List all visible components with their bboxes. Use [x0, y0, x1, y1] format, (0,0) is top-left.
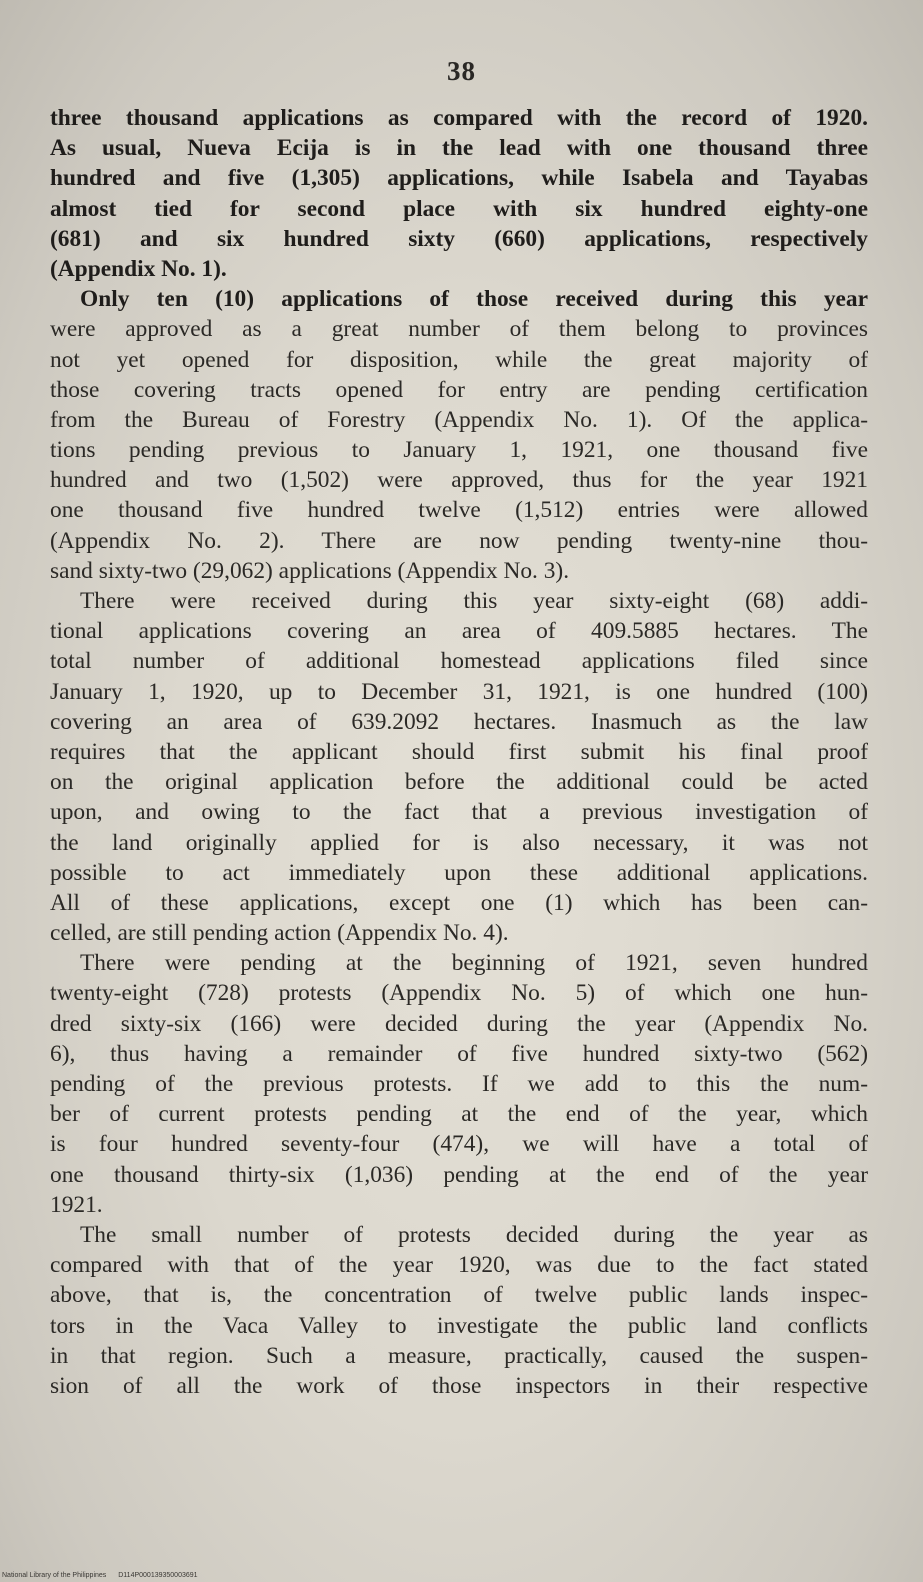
text-line: upon, and owing to the fact that a previous investigation of: [50, 799, 868, 826]
paragraph-3: [50, 586, 868, 948]
text-line: There were received during this year sixty-eight (68) addi-: [80, 588, 868, 614]
text-line: possible to act immediately upon these additional applications.: [50, 859, 868, 886]
text-line: Only ten (10) applications of those received during this year: [80, 286, 868, 313]
text-line: (Appendix No. 1).: [50, 255, 227, 282]
text-line: covering an area of 639.2092 hectares. Inasmuch as the law: [50, 708, 868, 735]
text-line: (Appendix No. 2). There are now pending twenty-nine thou-: [50, 527, 868, 554]
body-text: [50, 103, 868, 1401]
paragraph-1: [50, 103, 868, 284]
text-line: sand sixty-two (29,062) applications (Appendix No. 3).: [50, 557, 570, 584]
text-line: 6), thus having a remainder of five hundred sixty-two (562): [50, 1040, 868, 1067]
text-line: were approved as a great number of them belong to provinces: [50, 316, 868, 343]
text-line: hundred and five (1,305) applications, while Isabela and Tayabas: [50, 165, 868, 192]
text-line: those covering tracts opened for entry are pending certification: [50, 376, 868, 403]
text-line: almost tied for second place with six hundred eighty-one: [50, 195, 868, 222]
text-line: January 1, 1920, up to December 31, 1921, is one hundred (100): [50, 678, 868, 705]
paragraph-2: [50, 284, 868, 586]
text-line: above, that is, the concentration of twelve public lands inspec-: [50, 1282, 868, 1309]
text-line: from the Bureau of Forestry (Appendix No. 1). Of the applica-: [50, 406, 868, 433]
text-line: twenty-eight (728) protests (Appendix No. 5) of which one hun-: [50, 980, 868, 1007]
text-line: As usual, Nueva Ecija is in the lead with one thousand three: [50, 135, 868, 162]
text-line: tors in the Vaca Valley to investigate the public land conflicts: [50, 1312, 868, 1339]
text-line: celled, are still pending action (Appendix No. 4).: [50, 920, 509, 947]
text-line: on the original application before the additional could be acted: [50, 769, 868, 796]
text-line: (681) and six hundred sixty (660) applications, respectively: [50, 225, 868, 252]
text-line: is four hundred seventy-four (474), we will have a total of: [50, 1131, 868, 1158]
page-number: 38: [447, 56, 476, 86]
footer-library: National Library of the Philippines: [2, 1572, 107, 1579]
text-line: three thousand applications as compared with the record of 1920.: [50, 105, 868, 131]
text-line: total number of additional homestead applications filed since: [50, 648, 868, 675]
text-line: not yet opened for disposition, while the great majority of: [50, 346, 868, 373]
text-line: tional applications covering an area of 409.5885 hectares. The: [50, 618, 868, 645]
text-line: the land originally applied for is also necessary, it was not: [50, 829, 868, 856]
paragraph-5: [50, 1220, 868, 1401]
text-line: one thousand thirty-six (1,036) pending at the end of the year: [50, 1161, 868, 1188]
text-line: dred sixty-six (166) were decided during the year (Appendix No.: [50, 1010, 868, 1037]
text-line: 1921.: [50, 1191, 103, 1218]
text-line: requires that the applicant should first submit his final proof: [50, 738, 868, 765]
text-line: compared with that of the year 1920, was due to the fact stated: [50, 1252, 868, 1279]
text-line: The small number of protests decided during the year as: [80, 1221, 868, 1248]
text-line: in that region. Such a measure, practically, caused the suspen-: [50, 1342, 868, 1369]
text-line: ber of current protests pending at the end of the year, which: [50, 1101, 868, 1128]
text-line: sion of all the work of those inspectors in their respective: [50, 1372, 868, 1399]
text-line: one thousand five hundred twelve (1,512) entries were allowed: [50, 497, 868, 524]
text-line: There were pending at the beginning of 1921, seven hundred: [80, 950, 868, 977]
text-line: tions pending previous to January 1, 1921, one thousand five: [50, 437, 868, 464]
paragraph-4: [50, 948, 868, 1220]
footer-identifier: D114P000139350003691: [118, 1572, 198, 1579]
text-line: hundred and two (1,502) were approved, thus for the year 1921: [50, 467, 868, 494]
scan-footer: [2, 1572, 208, 1579]
text-line: pending of the previous protests. If we add to this the num-: [50, 1071, 868, 1097]
text-line: All of these applications, except one (1) which has been can-: [50, 889, 868, 916]
